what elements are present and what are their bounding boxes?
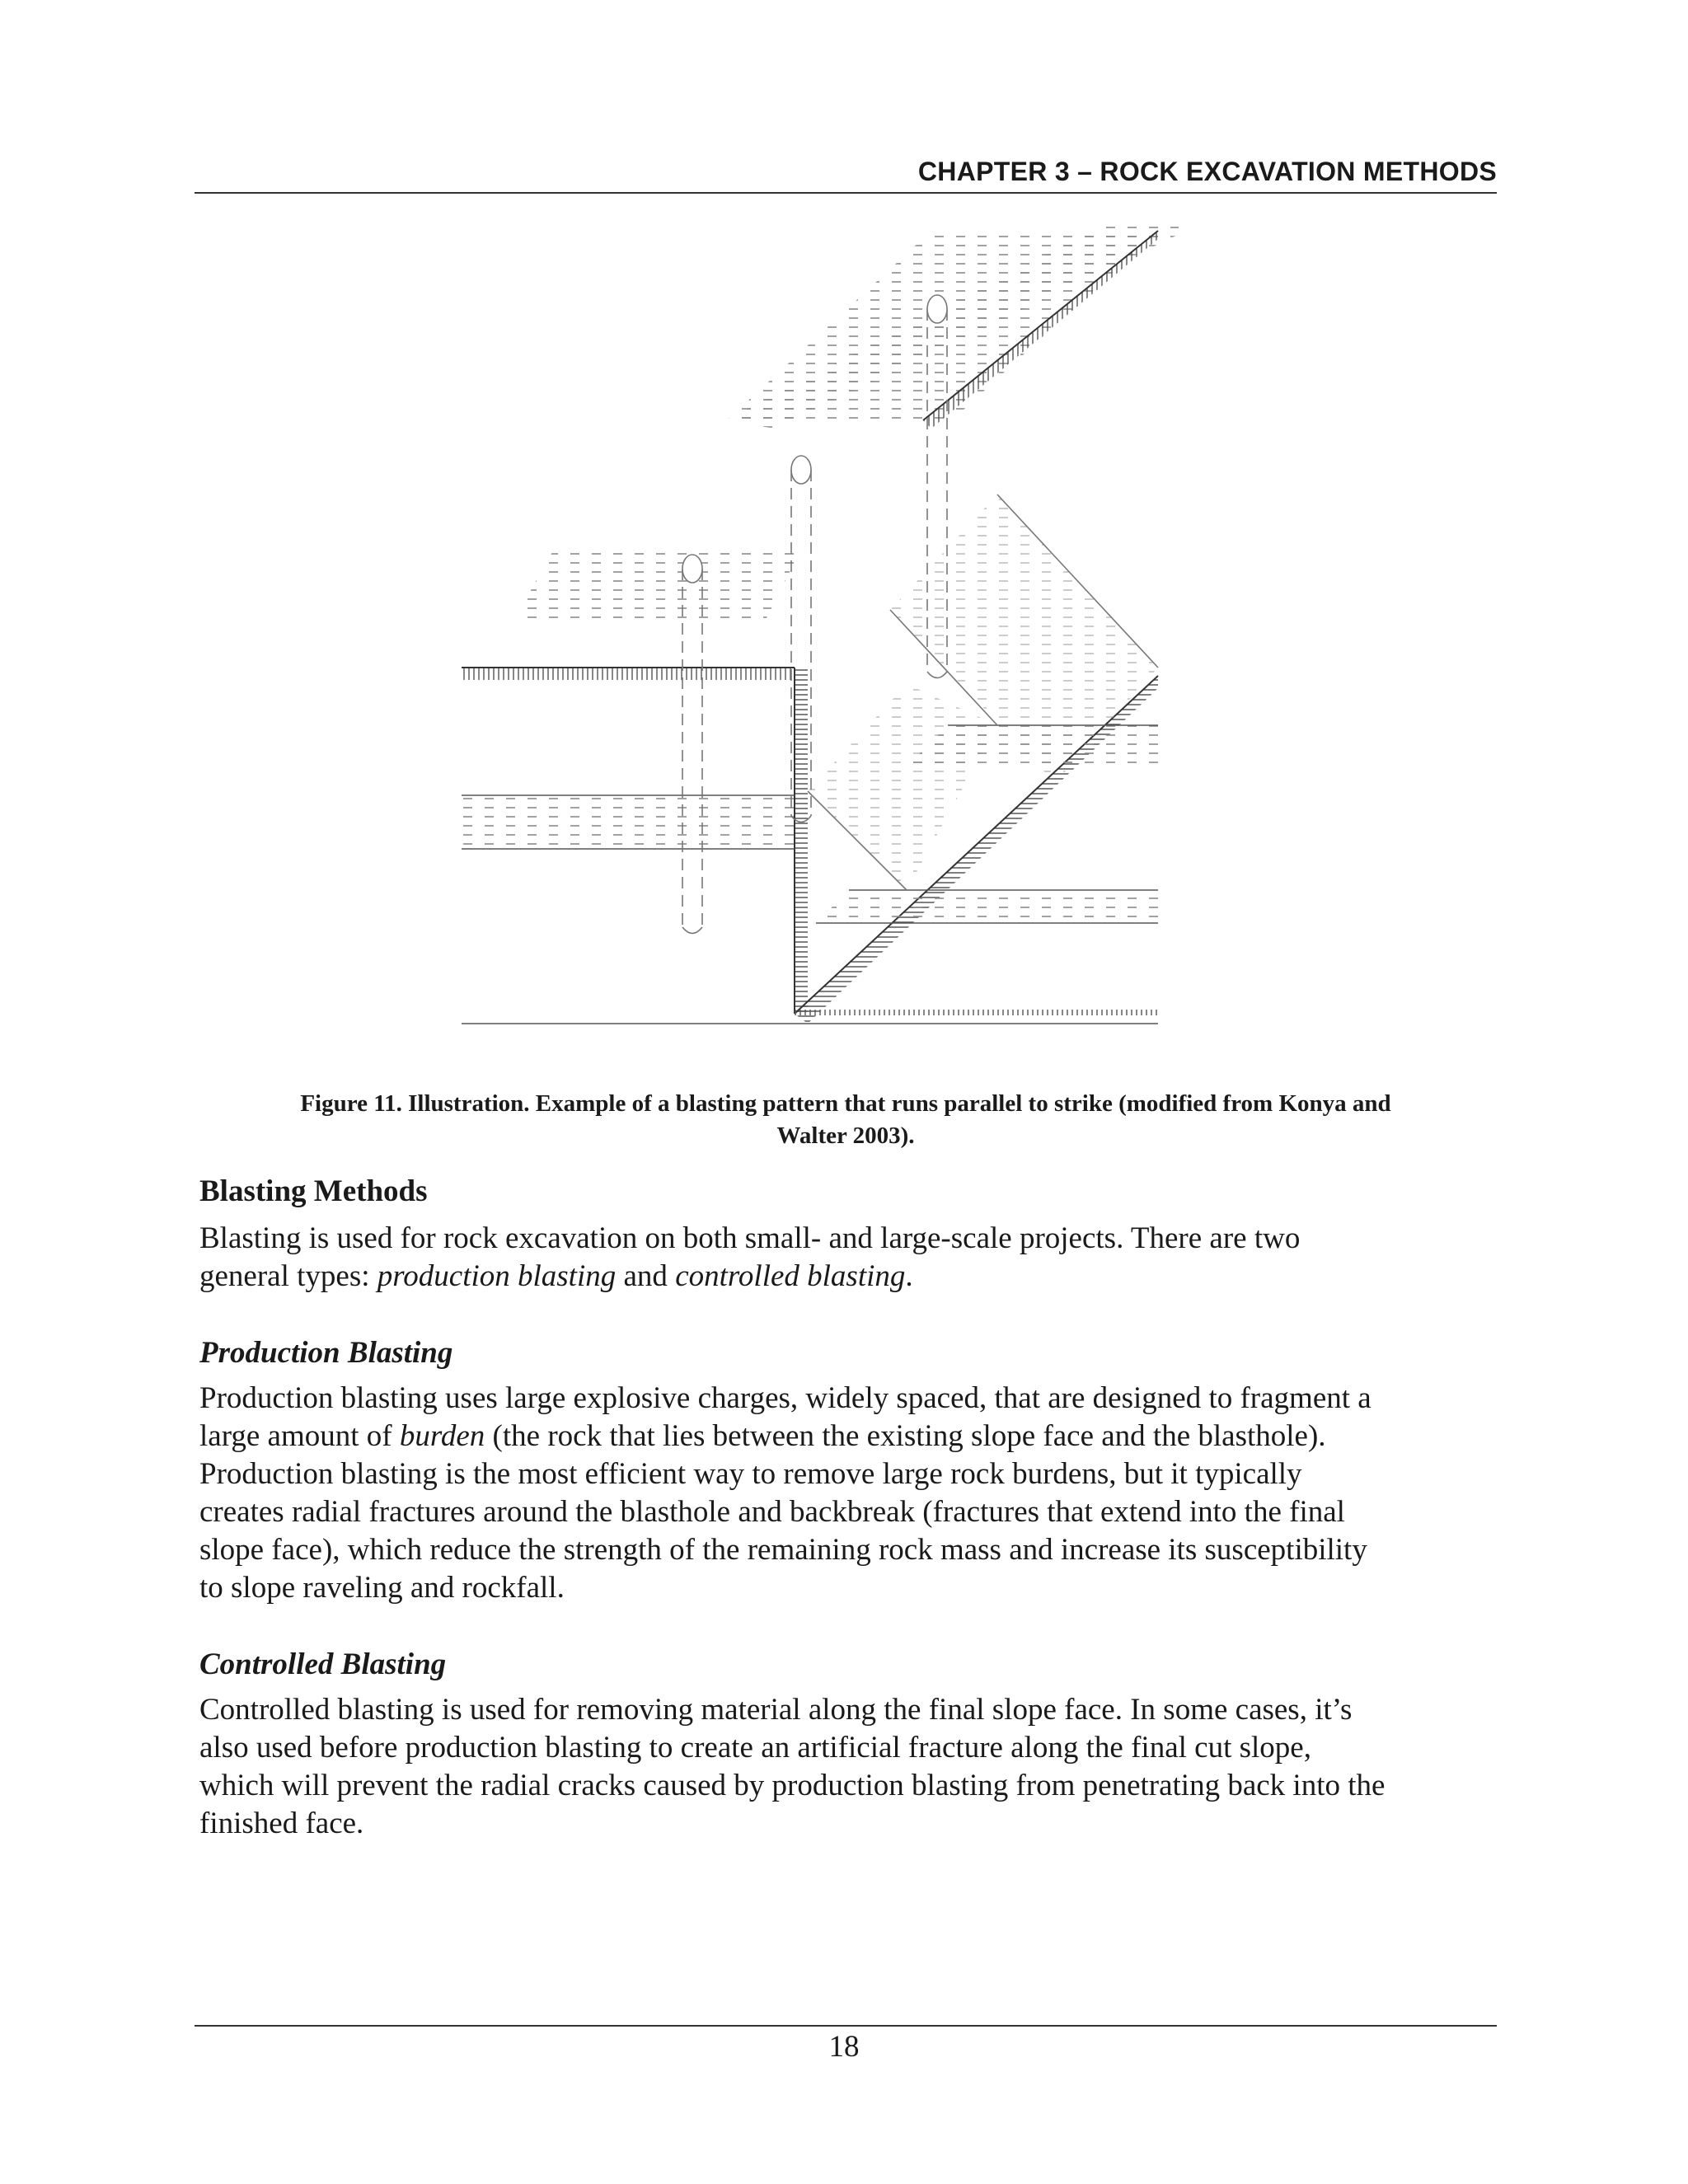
- para-line: slope face), which reduce the strength of the remaining rock mass and increase its susceptibility: [199, 1533, 1367, 1567]
- figure-caption-line-1: Figure 11. Illustration. Example of a blasting pattern that runs parallel to strike (modified from Konya and: [300, 1090, 1391, 1117]
- paragraph-blasting-methods: [199, 1220, 1502, 1296]
- para-line: also used before production blasting to create an artificial fracture along the final cut slope,: [199, 1731, 1311, 1765]
- figure-caption: [195, 1088, 1497, 1152]
- text-run: general types:: [199, 1259, 377, 1293]
- text-run: large amount of: [199, 1419, 400, 1453]
- text-run: (the rock that lies between the existing slope face and the blasthole).: [485, 1419, 1326, 1453]
- para-line: finished face.: [199, 1807, 364, 1840]
- para-line: Blasting is used for rock excavation on both small- and large-scale projects. There are two: [199, 1221, 1301, 1255]
- subsection-heading-production-blasting: Production Blasting: [199, 1336, 453, 1370]
- page-number: 18: [828, 2030, 860, 2064]
- para-line: [199, 1258, 1502, 1296]
- para-line: [199, 1418, 1502, 1455]
- para-line: creates radial fractures around the blasthole and backbreak (fractures that extend into the final: [199, 1495, 1345, 1529]
- paragraph-production-blasting: [199, 1380, 1502, 1607]
- para-line: to slope raveling and rockfall.: [199, 1571, 565, 1605]
- para-line: Controlled blasting is used for removing material along the final slope face. In some cases, it’s: [199, 1693, 1353, 1727]
- para-line: Production blasting is the most efficient way to remove large rock burdens, but it typically: [199, 1457, 1302, 1491]
- para-line: which will prevent the radial cracks caused by production blasting from penetrating back into the: [199, 1769, 1386, 1802]
- chapter-header: CHAPTER 3 – ROCK EXCAVATION METHODS: [917, 157, 1497, 186]
- section-heading-blasting-methods: Blasting Methods: [199, 1174, 428, 1208]
- header-rule: [195, 192, 1497, 194]
- text-run: .: [905, 1259, 913, 1293]
- term-controlled-blasting: controlled blasting: [675, 1259, 906, 1293]
- text-run: and: [616, 1259, 676, 1293]
- figure-caption-line-2: Walter 2003).: [776, 1122, 915, 1149]
- subsection-heading-controlled-blasting: Controlled Blasting: [199, 1647, 447, 1681]
- para-line: Production blasting uses large explosive charges, widely spaced, that are designed to fragment a: [199, 1381, 1372, 1415]
- blasting-pattern-illustration: [462, 223, 1179, 1030]
- term-production-blasting: production blasting: [377, 1259, 617, 1293]
- term-burden: burden: [399, 1419, 485, 1453]
- paragraph-controlled-blasting: [199, 1691, 1502, 1843]
- footer-rule: [195, 2025, 1497, 2027]
